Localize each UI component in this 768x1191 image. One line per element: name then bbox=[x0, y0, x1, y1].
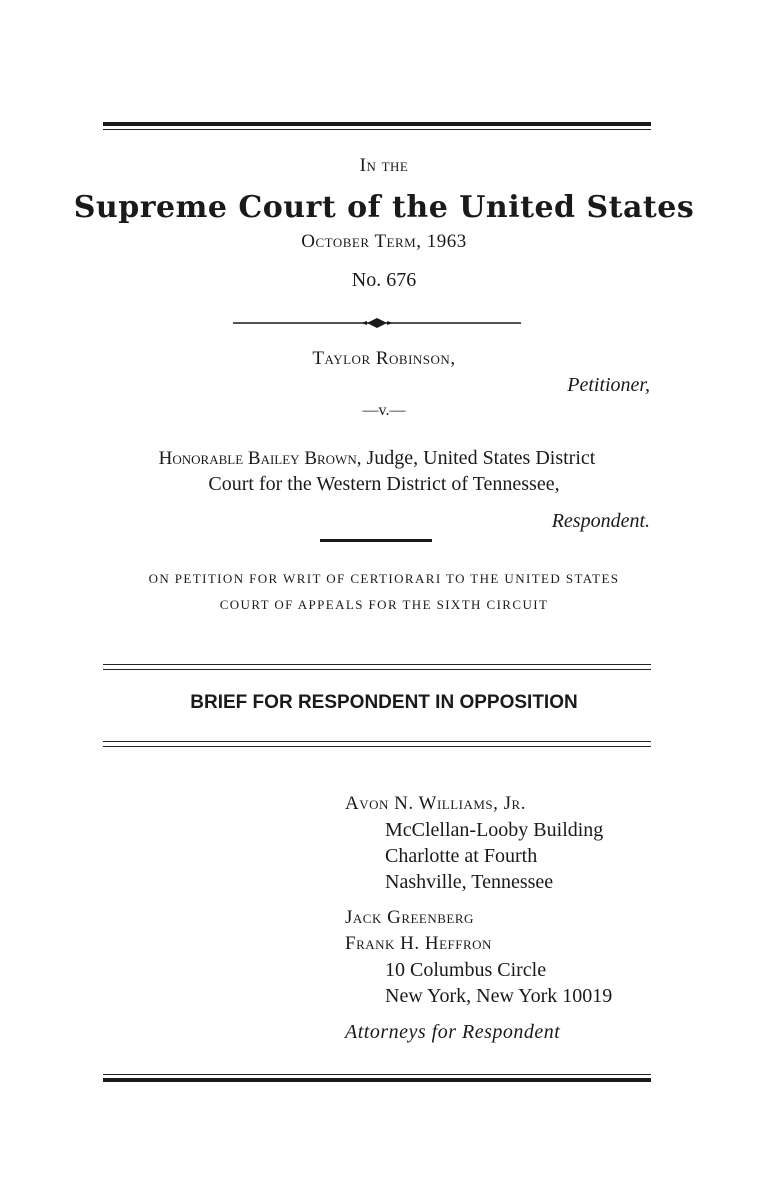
respondent-title: Judge, United States District bbox=[361, 447, 596, 469]
brief-rule-bottom-1 bbox=[103, 741, 651, 742]
top-rule-thick bbox=[103, 122, 651, 126]
brief-rule-bottom-2 bbox=[103, 746, 651, 747]
petitioner-role: Petitioner, bbox=[567, 374, 650, 396]
respondent-name: Honorable Bailey Brown, bbox=[158, 448, 362, 469]
attorneys-role: Attorneys for Respondent bbox=[345, 1021, 561, 1043]
petition-line-2: COURT OF APPEALS FOR THE SIXTH CIRCUIT bbox=[219, 597, 549, 612]
brief-title: BRIEF FOR RESPONDENT IN OPPOSITION bbox=[190, 692, 578, 713]
short-divider bbox=[320, 539, 432, 542]
williams-address-2: Charlotte at Fourth bbox=[385, 845, 538, 867]
petition-line-1: ON PETITION FOR WRIT OF CERTIORARI TO THE UNITED STATES bbox=[148, 571, 620, 586]
respondent-line-2: Court for the Western District of Tennessee, bbox=[208, 473, 560, 495]
attorney-williams: Avon N. Williams, Jr. bbox=[345, 793, 526, 814]
case-number: No. 676 bbox=[351, 269, 417, 291]
williams-address-1: McClellan-Looby Building bbox=[385, 819, 604, 841]
bottom-rule-thin bbox=[103, 1074, 651, 1075]
versus-label: —v.— bbox=[362, 402, 406, 419]
ornament-divider bbox=[233, 315, 521, 331]
in-the-label: In the bbox=[359, 155, 409, 176]
bottom-rule-thick bbox=[103, 1078, 651, 1082]
nyc-address-1: 10 Columbus Circle bbox=[385, 959, 547, 981]
nyc-address-2: New York, New York 10019 bbox=[385, 985, 613, 1007]
attorney-greenberg: Jack Greenberg bbox=[345, 907, 474, 928]
top-rule-thin bbox=[103, 129, 651, 130]
attorney-heffron: Frank H. Heffron bbox=[345, 933, 492, 954]
brief-rule-top-2 bbox=[103, 669, 651, 670]
petitioner-name: Taylor Robinson, bbox=[312, 348, 456, 369]
respondent-line-1 bbox=[103, 447, 651, 470]
term-label: October Term, 1963 bbox=[301, 231, 467, 252]
williams-address-3: Nashville, Tennessee bbox=[385, 871, 554, 893]
brief-rule-top-1 bbox=[103, 664, 651, 665]
respondent-role: Respondent. bbox=[551, 510, 650, 532]
court-title: Supreme Court of the United States bbox=[73, 190, 695, 225]
